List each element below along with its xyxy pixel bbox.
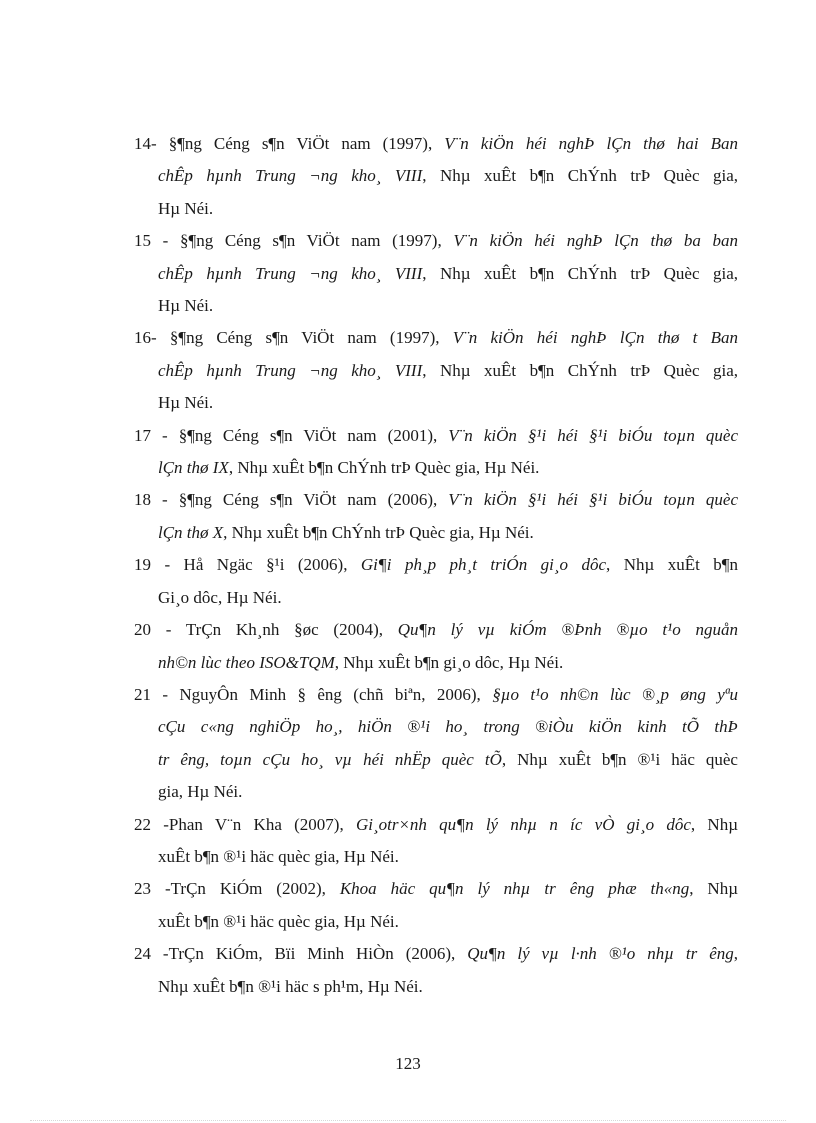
reference-title: V¨n kiÖn héi nghÞ lÇn thø ba ban [453,231,738,251]
reference-line [134,971,738,1003]
reference-text: §¶ng Céng s¶n ViÖt nam (1997), [156,134,445,153]
reference-number: 23 - [134,879,171,899]
reference-item [134,549,738,614]
reference-line [134,452,738,484]
reference-number: 24 - [134,944,169,964]
reference-text: TrÇn KiÓm, Bïi Minh HiÒn (2006), [168,944,468,964]
reference-title: §µo t¹o nh©n lùc ®¸p øng yªu [492,684,738,704]
reference-line [134,160,738,192]
reference-line [134,258,738,290]
reference-text: §¶ng Céng s¶n ViÖt nam (2001), [167,425,449,445]
reference-text: §¶ng Céng s¶n ViÖt nam (1997), [156,328,453,348]
reference-line [134,841,738,873]
reference-text: Hµ Néi. [158,393,214,413]
reference-text: , Nhµ xuÊt b¶n gi¸o dôc, Hµ Néi. [334,652,564,672]
reference-line [134,517,738,549]
reference-text: , Nhµ xuÊt b¶n ChÝnh trÞ Quèc gia, Hµ Néi. [223,522,534,542]
reference-text: TrÇn Kh¸nh §øc (2004), [171,620,398,640]
reference-line [134,582,738,614]
reference-text: gia, Hµ Néi. [158,782,243,802]
reference-text: NguyÔn Minh § êng (chñ biªn, 2006), [168,684,493,704]
reference-title: Gi¶i ph¸p ph¸t triÓn gi¸o dôc [360,555,607,575]
page-bottom-divider [30,1120,786,1121]
reference-text: , [733,944,738,964]
reference-line [134,938,738,970]
reference-text: Hµ Néi. [158,198,214,218]
reference-line [134,711,738,743]
reference-number: 21 - [134,684,169,704]
reference-line [134,873,738,905]
reference-item [134,420,738,485]
reference-line [134,647,738,679]
reference-number: 14- [134,134,157,153]
reference-item [134,679,738,809]
reference-text: , Nhµ xuÊt b¶n ChÝnh trÞ Quèc gia, [422,360,738,380]
reference-number: 22 - [134,814,169,834]
reference-title: chÊp hµnh Trung ¬ng kho¸ VIII [158,166,423,186]
reference-line [134,387,738,419]
reference-title: lÇn thø IX [158,458,229,478]
reference-title: V¨n kiÖn §¹i héi §¹i biÓu toµn quèc [448,490,738,510]
reference-text: Phan V¨n Kha (2007), [168,814,356,834]
reference-line [134,484,738,516]
reference-title: lÇn thø X [158,522,224,542]
page-number: 123 [395,1054,421,1073]
reference-title: Gi¸otr×nh qu¶n lý nhµ n íc vÒ gi¸o dôc [355,814,691,834]
reference-item [134,938,738,1003]
reference-line [134,906,738,938]
reference-text: , Nhµ xuÊt b¶n [606,555,738,575]
reference-text: , Nhµ [690,814,738,834]
reference-line [134,290,738,322]
reference-number: 18 - [134,490,168,510]
reference-line [134,776,738,808]
reference-line [134,744,738,776]
reference-title: cÇu c«ng nghiÖp ho¸, hiÖn ®¹i ho¸ trong ®iÒu kiÖn kinh tÕ thÞ [158,717,738,737]
reference-title: V¨n kiÖn §¹i héi §¹i biÓu toµn quèc [448,425,738,445]
reference-item [134,614,738,679]
reference-text: Gi¸o dôc, Hµ Néi. [158,587,282,607]
reference-item [134,322,738,419]
reference-line [134,355,738,387]
reference-text: §¶ng Céng s¶n ViÖt nam (1997), [168,231,454,251]
reference-text: Nhµ xuÊt b¶n ®¹i häc s ph¹m, Hµ Néi. [158,976,423,996]
reference-line [134,193,738,225]
reference-line [134,549,738,581]
reference-title: tr êng, toµn cÇu ho¸ vµ héi nhËp quèc tÕ [158,749,502,769]
reference-number: 20 - [134,620,172,640]
reference-line [134,809,738,841]
reference-item [134,484,738,549]
reference-line [134,679,738,711]
reference-text: , Nhµ xuÊt b¶n ChÝnh trÞ Quèc gia, [422,263,738,283]
reference-text: , Nhµ [689,879,739,899]
reference-text: §¶ng Céng s¶n ViÖt nam (2006), [167,490,449,510]
reference-text: , Nhµ xuÊt b¶n ®¹i häc quèc [501,749,738,769]
reference-title: V¨n kiÖn héi nghÞ lÇn thø hai Ban [444,134,739,153]
reference-line [134,225,738,257]
reference-line [134,322,738,354]
reference-text: TrÇn KiÓm (2002), [170,879,340,899]
reference-item [134,128,738,225]
reference-title: Khoa häc qu¶n lý nhµ tr êng phæ th«ng [339,879,690,899]
reference-text: Hµ Néi. [158,296,214,316]
reference-number: 16- [134,328,157,348]
reference-title: chÊp hµnh Trung ¬ng kho¸ VIII [158,263,423,283]
reference-number: 17 - [134,425,168,445]
reference-item [134,809,738,874]
reference-text: , Nhµ xuÊt b¶n ChÝnh trÞ Quèc gia, [422,166,738,186]
reference-text: xuÊt b¶n ®¹i häc quèc gia, Hµ Néi. [158,846,399,866]
reference-title: V¨n kiÖn héi nghÞ lÇn thø t Ban [452,328,739,348]
reference-list [134,128,738,1003]
reference-text: , Nhµ xuÊt b¶n ChÝnh trÞ Quèc gia, Hµ Néi. [228,458,540,478]
reference-line [134,420,738,452]
reference-item [134,225,738,322]
reference-title: nh©n lùc theo ISO&TQM [158,652,335,672]
reference-text: Hå Ngäc §¹i (2006), [170,555,361,575]
reference-number: 19 - [134,555,171,575]
reference-line [134,614,738,646]
reference-item [134,873,738,938]
reference-title: Qu¶n lý vµ l·nh ®¹o nhµ tr êng [467,944,734,964]
reference-title: chÊp hµnh Trung ¬ng kho¸ VIII [158,360,423,380]
reference-title: Qu¶n lý vµ kiÓm ®Þnh ®µo t¹o nguån [397,620,738,640]
reference-text: xuÊt b¶n ®¹i häc quèc gia, Hµ Néi. [158,911,399,931]
reference-line [134,128,738,160]
reference-number: 15 - [134,231,169,251]
